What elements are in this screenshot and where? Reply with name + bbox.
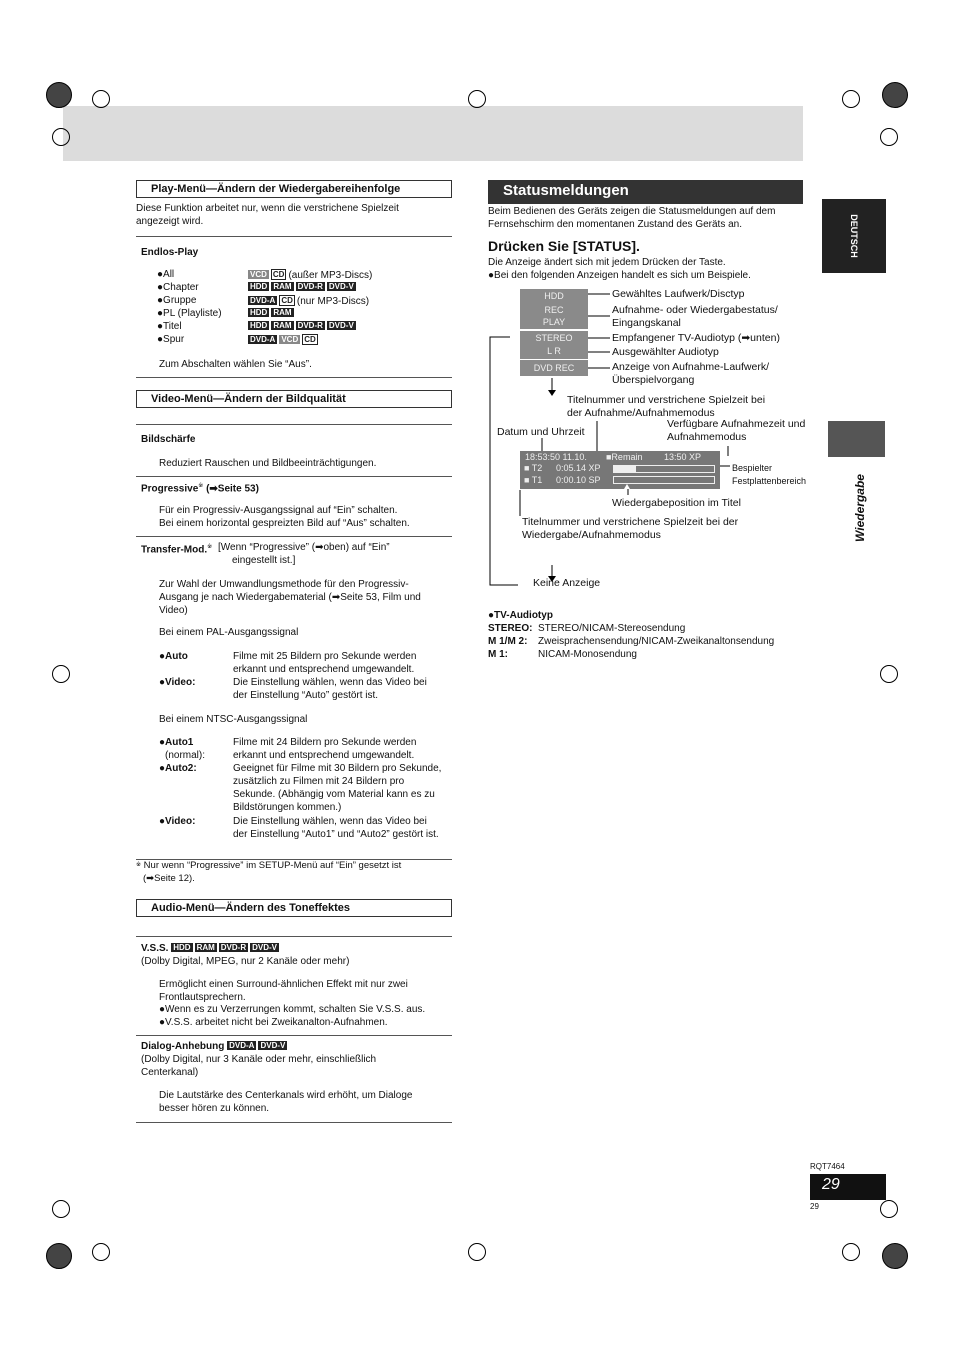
list-item xyxy=(157,295,447,308)
osd-t1: ■ T1 xyxy=(524,475,543,485)
ann-title-play: Titelnummer und verstrichene Spielzeit bei der Wiedergabe/Aufnahmemodus xyxy=(522,516,739,541)
vss-heading xyxy=(141,942,281,955)
disc-tag: RAM xyxy=(196,943,215,952)
display-rec: REC xyxy=(544,305,564,315)
ann-recplay: Aufnahme- oder Wiedergabestatus/ Eingangskanal xyxy=(612,304,778,329)
video-menu-header: Video-Menü—Ändern der Bildqualität xyxy=(136,390,452,408)
footnote-line1: Nur wenn “Progressive” im SETUP-Menü auf “Ein” gesetzt ist xyxy=(143,860,402,871)
bildschaerfe-text: Reduziert Rauschen und Bildbeeinträchtigungen. xyxy=(159,458,377,469)
section-label: Wiedergabe xyxy=(852,474,867,542)
divider xyxy=(136,424,452,425)
pal-video-text: Die Einstellung wählen, wenn das Video bei der Einstellung “Auto” gestört ist. xyxy=(233,677,427,701)
tv-audio-value: STEREO/NICAM-Stereosendung xyxy=(538,623,686,634)
press-line1: Die Anzeige ändert sich mit jedem Drücken der Taste. xyxy=(488,257,726,268)
list-item-tags xyxy=(248,282,358,293)
divider xyxy=(136,936,452,937)
osd-t1-value: 0:00.10 SP xyxy=(556,475,601,485)
list-item-note: (nur MP3-Discs) xyxy=(296,296,370,307)
registration-mark-icon xyxy=(880,665,898,683)
footnote: ※ Nur wenn “Progressive” im SETUP-Menü auf “Ein” gesetzt ist xyxy=(136,860,402,871)
vss-sub: (Dolby Digital, MPEG, nur 2 Kanäle oder mehr) xyxy=(141,956,350,967)
registration-mark-icon xyxy=(882,1243,908,1269)
list-item-tags xyxy=(248,334,320,346)
vss-tags xyxy=(171,943,281,954)
ann-used2: Festplattenbereich xyxy=(732,476,807,486)
section-marker xyxy=(828,421,885,457)
page-number: 29 xyxy=(810,1174,886,1200)
list-item-label: ●Titel xyxy=(157,321,182,332)
ann-used1: Bespielter xyxy=(732,463,773,473)
footnote-line2: (➡Seite 12). xyxy=(143,873,195,884)
registration-mark-icon xyxy=(882,82,908,108)
registration-mark-icon xyxy=(92,90,110,108)
disc-tag: VCD xyxy=(250,270,267,279)
list-item-label: ●Gruppe xyxy=(157,295,197,306)
disc-tag: DVD-V xyxy=(328,282,354,291)
registration-mark-icon xyxy=(842,90,860,108)
ann-date: Datum und Uhrzeit xyxy=(497,426,585,438)
list-item xyxy=(157,321,447,334)
dialog-text: Die Lautstärke des Centerkanals wird erhöht, um Dialoge besser hören zu können. xyxy=(159,1090,413,1114)
osd-disk-bar xyxy=(613,465,715,473)
disc-tag: DVD-V xyxy=(328,321,354,330)
disc-tag: HDD xyxy=(173,943,191,952)
registration-mark-icon xyxy=(468,1243,486,1261)
list-item-tags xyxy=(248,308,296,319)
disc-tag: CD xyxy=(272,270,285,279)
list-item xyxy=(157,269,447,282)
registration-mark-icon xyxy=(52,1200,70,1218)
ann-none: Keine Anzeige xyxy=(533,577,601,589)
list-item-tags xyxy=(248,295,369,307)
tv-audio-key: STEREO: xyxy=(488,623,533,634)
divider xyxy=(136,1035,452,1036)
audio-menu-header: Audio-Menü—Ändern des Toneffektes xyxy=(136,899,452,917)
vss-bullet1: ●Wenn es zu Verzerrungen kommt, schalten Sie V.S.S. aus. xyxy=(159,1004,426,1015)
list-item-label: ●PL (Playliste) xyxy=(157,308,222,319)
endlos-off-text: Zum Abschalten wählen Sie “Aus”. xyxy=(159,359,312,370)
progressive-text1: Für ein Progressiv-Ausgangssignal auf “Ein” schalten. xyxy=(159,505,398,516)
list-item-label: ●Chapter xyxy=(157,282,199,293)
divider xyxy=(136,1122,452,1123)
vss-text: Ermöglicht einen Surround-ähnlichen Effekt mit nur zwei Frontlautsprechern. xyxy=(159,979,408,1003)
list-item-tags xyxy=(248,321,358,332)
display-lr: L R xyxy=(547,346,561,356)
press-status-title: Drücken Sie [STATUS]. xyxy=(488,238,640,254)
display-dvdrec: DVD REC xyxy=(520,360,588,376)
tv-audio-table xyxy=(488,623,808,662)
status-header: Statusmeldungen xyxy=(488,180,803,204)
play-intro: Diese Funktion arbeitet nur, wenn die verstrichene Spielzeit angezeigt wird. xyxy=(136,203,399,227)
disc-tag: RAM xyxy=(273,308,292,317)
divider xyxy=(136,377,452,378)
osd-position-marker-icon xyxy=(624,484,630,489)
list-item xyxy=(157,308,447,321)
disc-tag: DVD-V xyxy=(252,943,278,952)
ann-drive: Gewähltes Laufwerk/Disctyp xyxy=(612,288,745,300)
display-drive: HDD xyxy=(520,289,588,303)
ann-audiochan: Ausgewählter Audiotyp xyxy=(612,346,719,358)
ntsc-auto2-text: Geeignet für Filme mit 30 Bildern pro Sekunde, zusätzlich zu Filmen mit 24 Bildern pro Sekunde. (Abhängig vom Material kann es zu Bildstörungen kommen.) xyxy=(233,763,442,813)
list-item xyxy=(157,282,447,295)
transfer-cond2: eingestellt ist.] xyxy=(232,555,296,566)
list-item-label: ●All xyxy=(157,269,175,280)
list-item xyxy=(157,334,447,347)
disc-tag: CD xyxy=(304,335,316,344)
tv-audio-title: ●TV-Audiotyp xyxy=(488,610,553,621)
tv-audio-value: Zweisprachensendung/NICAM-Zweikanaltonsendung xyxy=(538,636,775,647)
ntsc-auto1-sub: (normal): xyxy=(165,750,206,761)
language-tab xyxy=(822,199,886,273)
divider xyxy=(136,536,452,537)
transfer-cond1: [Wenn “Progressive” (➡oben) auf “Ein” xyxy=(218,542,390,553)
progressive-text2: Bei einem horizontal gespreizten Bild auf “Aus” schalten. xyxy=(159,518,410,529)
ntsc-auto1-label: ●Auto1 xyxy=(159,737,194,748)
osd-remain: ■Remain xyxy=(606,452,643,462)
tv-audio-row xyxy=(488,649,808,662)
registration-mark-icon xyxy=(880,128,898,146)
disc-tag: DVD-A xyxy=(229,1041,255,1050)
tv-audio-row xyxy=(488,636,808,649)
disc-tag: RAM xyxy=(273,282,292,291)
disc-tag: RAM xyxy=(273,321,292,330)
ntsc-title: Bei einem NTSC-Ausgangssignal xyxy=(159,714,308,725)
endlos-list xyxy=(157,269,447,347)
registration-mark-icon xyxy=(46,1243,72,1269)
display-stereo: STEREO xyxy=(535,333,573,343)
divider xyxy=(136,236,452,237)
progressive-ref: (➡Seite 53) xyxy=(206,483,259,495)
endlos-title: Endlos-Play xyxy=(141,247,199,258)
transfer-text: Zur Wahl der Umwandlungsmethode für den Progressiv-Ausgang je nach Wiedergabematerial (➡Seite 53, Film und Video) xyxy=(159,579,421,616)
tv-audio-key: M 1/M 2: xyxy=(488,636,528,647)
tv-audio-row xyxy=(488,623,808,636)
header-band xyxy=(63,106,803,161)
osd-position-bar xyxy=(613,476,715,484)
page-number-small: 29 xyxy=(810,1202,819,1211)
ann-avail: Verfügbare Aufnahmezeit und Aufnahmemodus xyxy=(667,418,806,443)
ann-playpos: Wiedergabeposition im Titel xyxy=(612,497,741,509)
doc-code: RQT7464 xyxy=(810,1162,845,1171)
registration-mark-icon xyxy=(468,90,486,108)
ntsc-video-label: ●Video: xyxy=(159,816,196,827)
ntsc-video-text: Die Einstellung wählen, wenn das Video bei der Einstellung “Auto1” und “Auto2” gestört ist. xyxy=(233,816,439,840)
disc-tag: CD xyxy=(281,296,293,305)
disc-tag: DVD-A xyxy=(250,335,276,344)
dialog-sub: (Dolby Digital, nur 3 Kanäle oder mehr, einschließlich Centerkanal) xyxy=(141,1054,377,1078)
dialog-title: Dialog-Anhebung xyxy=(141,1041,225,1052)
transfer-heading: Transfer-Mod.※ xyxy=(141,544,213,556)
tv-audio-key: M 1: xyxy=(488,649,508,660)
list-item-label: ●Spur xyxy=(157,334,185,345)
disc-tag: DVD-V xyxy=(260,1041,286,1050)
progressive-heading: Progressive※ (➡Seite 53) xyxy=(141,483,259,495)
disc-tag: DVD-R xyxy=(297,282,323,291)
play-menu-header: Play-Menü—Ändern der Wiedergabereihenfolge xyxy=(136,180,452,198)
disc-tag: DVD-R xyxy=(297,321,323,330)
language-label: DEUTSCH xyxy=(849,214,859,258)
progressive-title: Progressive xyxy=(141,483,199,495)
pal-title: Bei einem PAL-Ausgangssignal xyxy=(159,627,299,638)
tv-audio-value: NICAM-Monosendung xyxy=(538,649,637,660)
disc-tag: DVD-R xyxy=(220,943,247,952)
ann-title-rec: Titelnummer und verstrichene Spielzeit bei der Aufnahme/Aufnahmemodus xyxy=(567,394,766,419)
list-item-tags xyxy=(248,269,372,281)
list-item-note: (außer MP3-Discs) xyxy=(288,270,373,281)
disc-tag: DVD-A xyxy=(250,296,276,305)
ntsc-auto2-label: ●Auto2: xyxy=(159,763,197,774)
transfer-title: Transfer-Mod. xyxy=(141,544,208,556)
registration-mark-icon xyxy=(880,1200,898,1218)
ann-dvdrec: Anzeige von Aufnahme-Laufwerk/ Überspielvorgang xyxy=(612,361,770,386)
osd-time: 18:53:50 11.10. xyxy=(525,452,587,462)
ntsc-auto1-text: Filme mit 24 Bildern pro Sekunde werden erkannt und entsprechend umgewandelt. xyxy=(233,737,417,761)
pal-auto-label: ●Auto xyxy=(159,651,188,662)
pal-auto-text: Filme mit 25 Bildern pro Sekunde werden erkannt und entsprechend umgewandelt. xyxy=(233,651,417,675)
pal-video-label: ●Video: xyxy=(159,677,196,688)
registration-mark-icon xyxy=(52,665,70,683)
disc-tag: HDD xyxy=(250,308,268,317)
press-line2: ●Bei den folgenden Anzeigen handelt es sich um Beispiele. xyxy=(488,270,751,281)
osd-t2: ■ T2 xyxy=(524,463,543,473)
vss-title: V.S.S. xyxy=(141,943,169,954)
osd-remain-value: 13:50 XP xyxy=(664,452,702,462)
bildschaerfe-title: Bildschärfe xyxy=(141,434,196,445)
registration-mark-icon xyxy=(52,128,70,146)
registration-mark-icon xyxy=(46,82,72,108)
osd-screen xyxy=(520,451,720,489)
status-intro: Beim Bedienen des Geräts zeigen die Statusmeldungen auf dem Fernsehschirm den momentanen Zustand des Geräts an. xyxy=(488,206,776,230)
registration-mark-icon xyxy=(92,1243,110,1261)
disc-tag: HDD xyxy=(250,282,268,291)
disc-tag: VCD xyxy=(281,335,299,344)
dialog-tags xyxy=(227,1041,289,1052)
ann-tvaudio: Empfangener TV-Audiotyp (➡unten) xyxy=(612,332,780,344)
registration-mark-icon xyxy=(842,1243,860,1261)
disc-tag: HDD xyxy=(250,321,268,330)
divider xyxy=(136,476,452,477)
vss-bullet2: ●V.S.S. arbeitet nicht bei Zweikanalton-Aufnahmen. xyxy=(159,1017,388,1028)
osd-t2-value: 0:05.14 XP xyxy=(556,463,601,473)
display-play: PLAY xyxy=(542,317,566,327)
dialog-heading xyxy=(141,1040,289,1053)
